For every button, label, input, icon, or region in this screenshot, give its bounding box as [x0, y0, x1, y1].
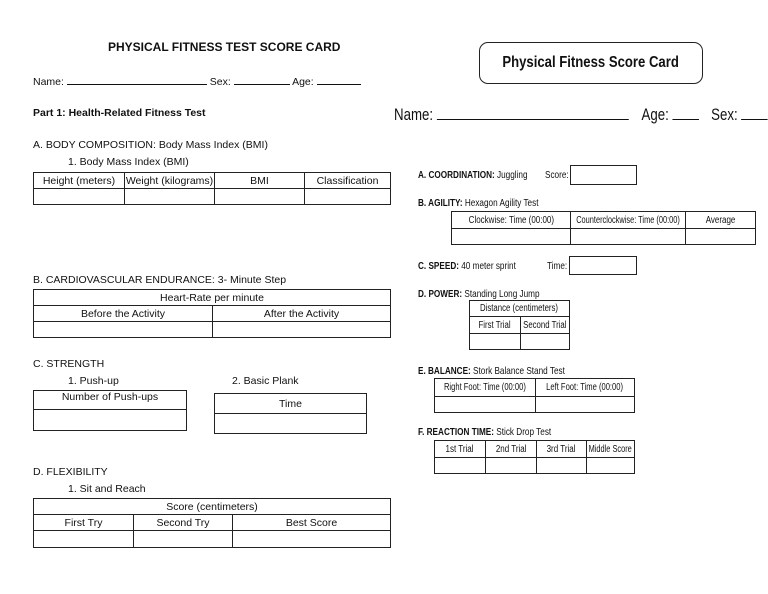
agility-table — [451, 211, 756, 245]
header-after-activity: After the Activity — [213, 306, 391, 322]
part1-heading: Part 1: Health-Related Fitness Test — [33, 107, 206, 119]
header-1st-trial: 1st Trial — [435, 441, 486, 458]
1st-trial-cell[interactable] — [435, 458, 486, 474]
header-counterclockwise: Counterclockwise: Time (00:00) — [571, 212, 686, 229]
left-info-row — [33, 73, 361, 88]
strength-heading: C. STRENGTH — [33, 358, 105, 370]
header-second-trial: Second Trial — [521, 317, 570, 334]
heart-rate-table — [33, 289, 391, 338]
header-bmi: BMI — [215, 173, 305, 189]
power-group-header: Distance (centimeters) — [470, 301, 570, 317]
right-name-field[interactable] — [437, 104, 629, 120]
header-pushups: Number of Push-ups — [34, 391, 187, 410]
right-sex-label: Sex: — [711, 105, 738, 124]
balance-table — [434, 378, 635, 413]
plank-time-cell[interactable] — [215, 414, 367, 434]
agility-heading: B. AGILITY: Hexagon Agility Test — [418, 197, 539, 209]
body-composition-heading: A. BODY COMPOSITION: Body Mass Index (BMI) — [33, 139, 268, 151]
header-first-trial: First Trial — [470, 317, 521, 334]
header-average: Average — [686, 212, 756, 229]
age-field[interactable] — [317, 73, 361, 85]
power-heading: D. POWER: Standing Long Jump — [418, 288, 540, 300]
second-trial-cell[interactable] — [521, 334, 570, 350]
header-classification: Classification — [305, 173, 391, 189]
best-score-cell[interactable] — [233, 531, 391, 548]
power-table — [469, 300, 570, 350]
coordination-score-label: Score: — [545, 169, 569, 181]
header-right-foot: Right Foot: Time (00:00) — [435, 379, 536, 397]
left-title: PHYSICAL FITNESS TEST SCORE CARD — [108, 40, 341, 54]
sit-reach-table — [33, 498, 391, 548]
age-label: Age: — [292, 76, 314, 88]
first-try-cell[interactable] — [34, 531, 134, 548]
average-cell[interactable] — [686, 229, 756, 245]
plank-subheading: 2. Basic Plank — [232, 375, 299, 387]
right-info-row — [394, 104, 768, 125]
right-foot-cell[interactable] — [435, 397, 536, 413]
header-middle-score: Middle Score — [587, 441, 635, 458]
right-age-label: Age: — [641, 105, 669, 124]
middle-score-cell[interactable] — [587, 458, 635, 474]
speed-time-label: Time: — [547, 260, 568, 272]
height-cell[interactable] — [34, 189, 125, 205]
3rd-trial-cell[interactable] — [537, 458, 587, 474]
right-name-label: Name: — [394, 105, 434, 124]
right-age-field[interactable] — [673, 104, 700, 120]
bmi-subheading: 1. Body Mass Index (BMI) — [68, 156, 189, 168]
right-title: Physical Fitness Score Card — [502, 54, 680, 71]
pushups-cell[interactable] — [34, 410, 187, 431]
header-2nd-trial: 2nd Trial — [486, 441, 537, 458]
header-best-score: Best Score — [233, 515, 391, 531]
header-second-try: Second Try — [134, 515, 233, 531]
cardio-heading: B. CARDIOVASCULAR ENDURANCE: 3- Minute Step — [33, 274, 287, 286]
sex-label: Sex: — [209, 76, 231, 88]
classification-cell[interactable] — [305, 189, 391, 205]
reaction-time-table — [434, 440, 635, 474]
bmi-cell[interactable] — [215, 189, 305, 205]
clockwise-cell[interactable] — [452, 229, 571, 245]
right-title-box — [479, 42, 703, 84]
coordination-heading: A. COORDINATION: Juggling — [418, 169, 528, 181]
speed-heading: C. SPEED: 40 meter sprint — [418, 260, 516, 272]
reaction-time-heading: F. REACTION TIME: Stick Drop Test — [418, 426, 552, 438]
second-try-cell[interactable] — [134, 531, 233, 548]
sit-reach-group-header: Score (centimeters) — [34, 499, 391, 515]
counterclockwise-cell[interactable] — [571, 229, 686, 245]
sex-field[interactable] — [234, 73, 290, 85]
name-label: Name: — [33, 76, 64, 88]
pushup-table — [33, 390, 187, 431]
header-weight: Weight (kilograms) — [125, 174, 214, 187]
header-clockwise: Clockwise: Time (00:00) — [452, 212, 571, 229]
before-activity-cell[interactable] — [34, 322, 213, 338]
speed-time-box[interactable] — [569, 256, 637, 275]
weight-cell[interactable] — [125, 189, 215, 205]
header-3rd-trial: 3rd Trial — [537, 441, 587, 458]
name-field[interactable] — [67, 73, 207, 85]
plank-table — [214, 393, 367, 434]
sit-reach-subheading: 1. Sit and Reach — [68, 483, 146, 495]
right-sex-field[interactable] — [741, 104, 768, 120]
header-before-activity: Before the Activity — [34, 306, 213, 322]
header-first-try: First Try — [34, 515, 134, 531]
bmi-table — [33, 172, 391, 205]
2nd-trial-cell[interactable] — [486, 458, 537, 474]
balance-heading: E. BALANCE: Stork Balance Stand Test — [418, 365, 565, 377]
coordination-score-box[interactable] — [570, 165, 637, 185]
pushup-subheading: 1. Push-up — [68, 375, 119, 387]
after-activity-cell[interactable] — [213, 322, 391, 338]
header-height: Height (meters) — [34, 173, 125, 189]
heart-rate-group-header: Heart-Rate per minute — [34, 290, 391, 306]
first-trial-cell[interactable] — [470, 334, 521, 350]
left-foot-cell[interactable] — [536, 397, 635, 413]
flexibility-heading: D. FLEXIBILITY — [33, 466, 108, 478]
header-plank-time: Time — [215, 394, 367, 414]
header-left-foot: Left Foot: Time (00:00) — [536, 379, 635, 397]
